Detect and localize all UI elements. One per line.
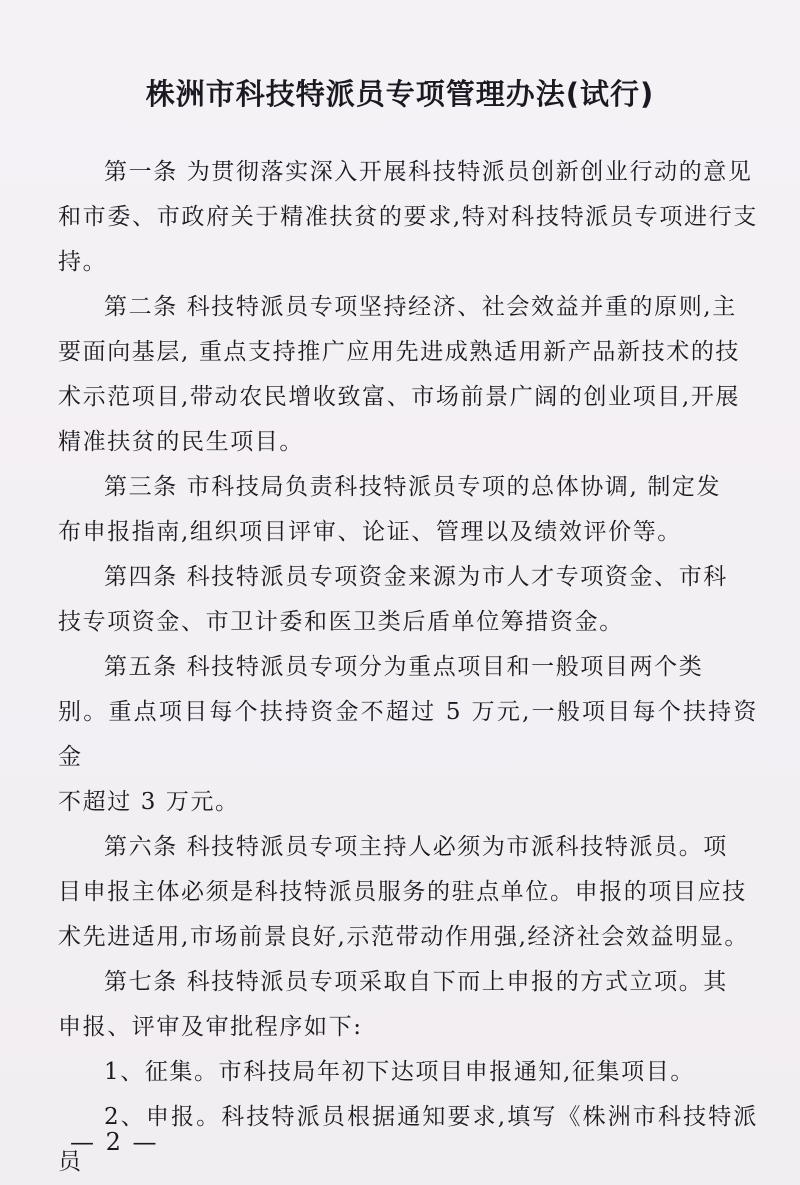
article-4: 第四条 科技特派员专项资金来源为市人才专项资金、市科 技专项资金、市卫计委和医卫类后盾单位筹措资金。: [58, 564, 728, 635]
document-title: 株洲市科技特派员专项管理办法(试行): [145, 77, 655, 111]
page-number: — 2 —: [70, 1128, 159, 1156]
article-1: 第一条 为贯彻落实深入开展科技特派员创新创业行动的意见 和市委、市政府关于精准扶贫的要求,特对科技特派员专项进行支持。: [58, 159, 758, 275]
procedure-item-1: 1、征集。市科技局年初下达项目申报通知,征集项目。: [104, 1059, 695, 1085]
article-5: 第五条 科技特派员专项分为重点项目和一般项目两个类 别。重点项目每个扶持资金不超过 5 万元,一般项目每个扶持资金 不超过 3 万元。: [58, 654, 758, 815]
article-3: 第三条 市科技局负责科技特派员专项的总体协调, 制定发 布申报指南,组织项目评审、论证、管理以及绩效评价等。: [58, 474, 722, 545]
procedure-item-2: 2、申报。科技特派员根据通知要求,填写《株洲市科技特派员: [58, 1104, 758, 1175]
document-body: [58, 150, 758, 1185]
article-7: 第七条 科技特派员专项采取自下而上申报的方式立项。其 申报、评审及审批程序如下:: [58, 969, 728, 1040]
article-2: 第二条 科技特派员专项坚持经济、社会效益并重的原则,主 要面向基层, 重点支持推广应用先进成熟适用新产品新技术的技 术示范项目,带动农民增收致富、市场前景广阔的创业项目,开展 精准扶贫的民生项目。: [58, 294, 741, 455]
article-6: 第六条 科技特派员专项主持人必须为市派科技特派员。项 目申报主体必须是科技特派员服务的驻点单位。申报的项目应技 术先进适用,市场前景良好,示范带动作用强,经济社会效益明显。: [58, 834, 749, 950]
